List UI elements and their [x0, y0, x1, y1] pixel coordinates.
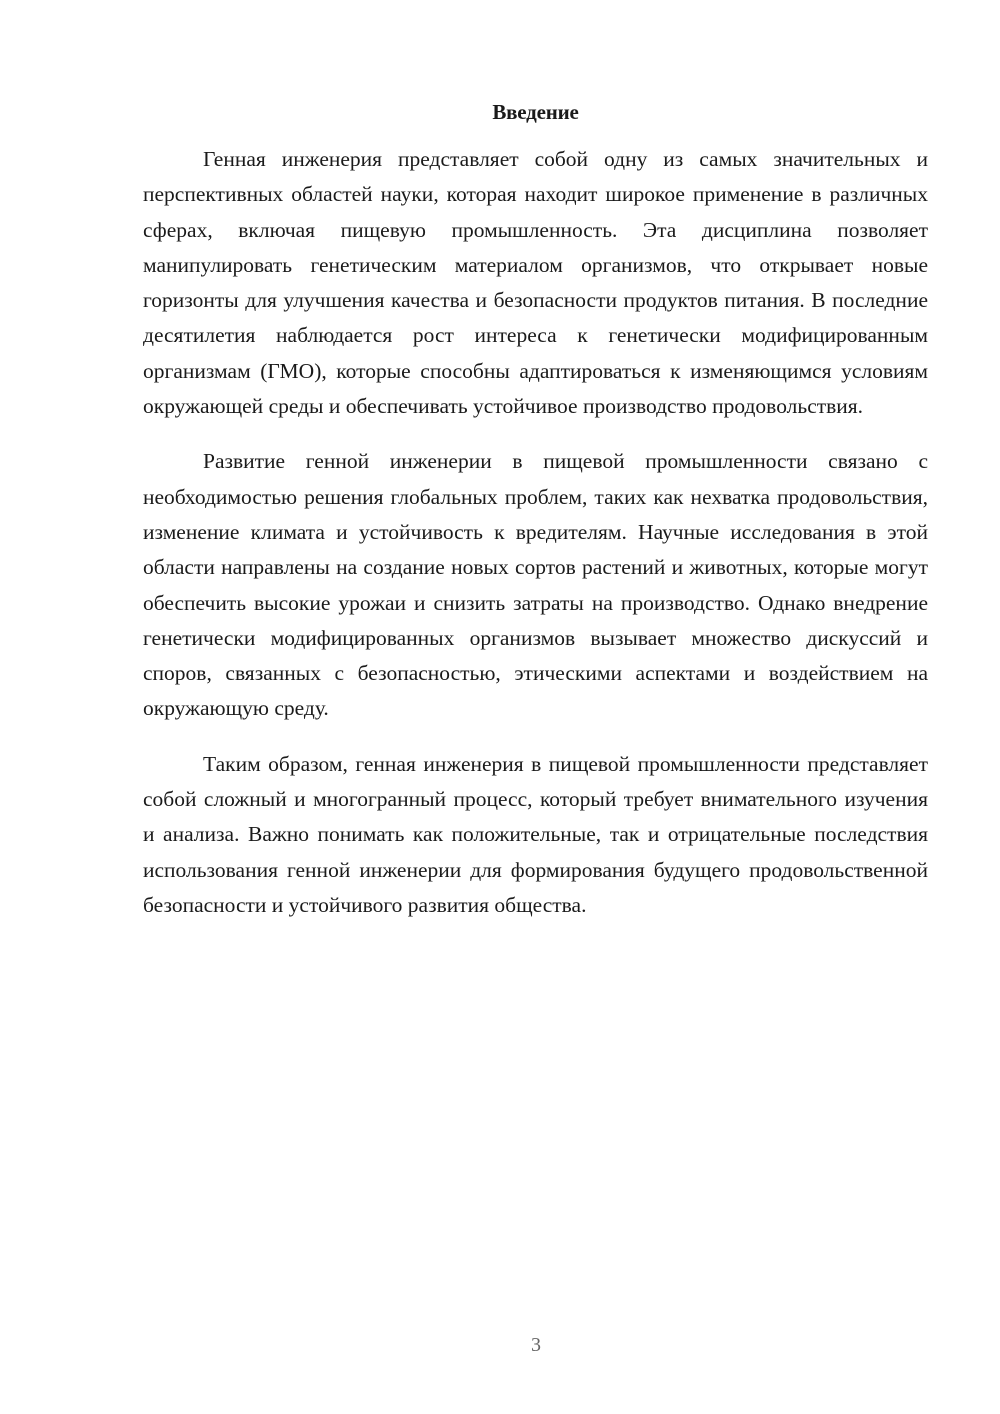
page-number: 3: [531, 1334, 541, 1356]
body-text: [143, 142, 928, 943]
paragraph-1: Генная инженерия представляет собой одну из самых значительных и перспективных областей науки, которая находит широкое применение в различных сферах, включая пищевую промышленность. Эта дисциплина позволяет манипулировать генетическим материалом организмов, что открывает новые горизонты для улучшения качества и безопасности продуктов питания. В последние десятилетия наблюдается рост интереса к генетически модифицированным организмам (ГМО), которые способны адаптироваться к изменяющимся условиям окружающей среды и обеспечивать устойчивое производство продовольствия.: [143, 147, 928, 419]
paragraph-3: Таким образом, генная инженерия в пищевой промышленности представляет собой сложный и многогранный процесс, который требует внимательного изучения и анализа. Важно понимать как положительные, так и отрицательные последствия использования генной инженерии для формирования будущего продовольственной безопасности и устойчивого развития общества.: [143, 751, 928, 917]
paragraph-2: Развитие генной инженерии в пищевой промышленности связано с необходимостью решения глобальных проблем, таких как нехватка продовольствия, изменение климата и устойчивость к вредителям. Научные исследования в этой области направлены на создание новых сортов растений и животных, которые могут обеспечить высокие урожаи и снизить затраты на производство. Однако внедрение генетически модифицированных организмов вызывает множество дискуссий и споров, связанных с безопасностью, этическими аспектами и воздействием на окружающую среду.: [143, 449, 928, 721]
section-title: Введение: [492, 100, 579, 124]
